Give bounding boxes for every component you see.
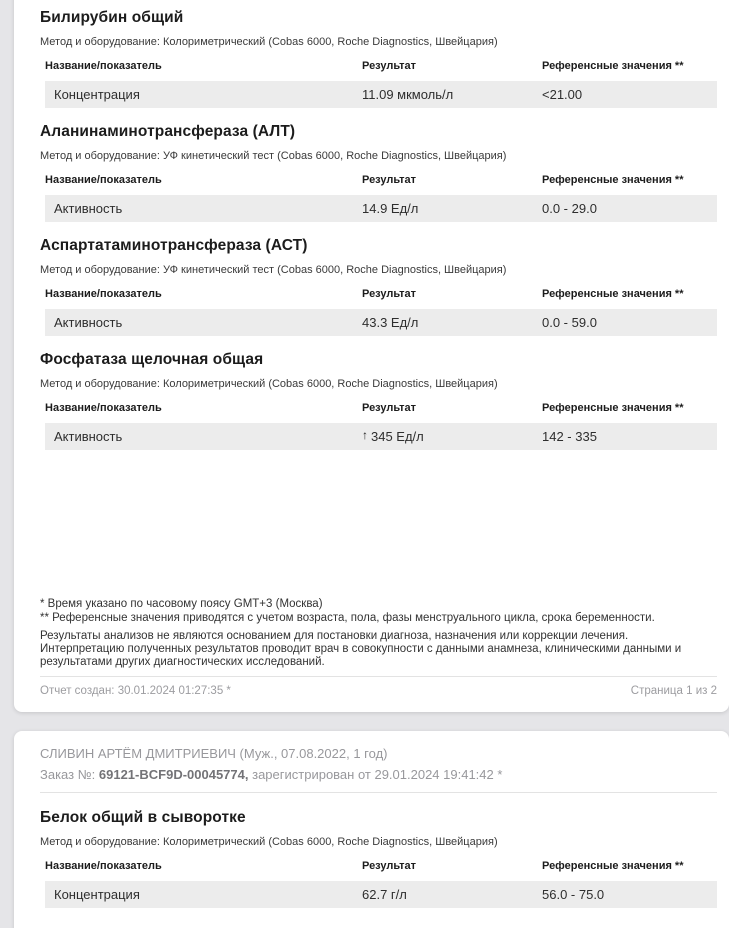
test-method: Метод и оборудование: Колориметрический (Cobas 6000, Roche Diagnostics, Швейцария) [40, 836, 498, 848]
test-section-bilirubin [40, 8, 717, 108]
patient-info: СЛИВИН АРТЁМ ДМИТРИЕВИЧ (Муж., 07.08.2022, 1 год) [40, 746, 388, 761]
row-reference: 0.0 - 59.0 [542, 315, 597, 330]
row-name: Концентрация [54, 87, 140, 102]
col-header-name: Название/показатель [45, 288, 162, 300]
table-header-row [45, 174, 717, 187]
disclaimer-text: Результаты анализов не являются основанием для постановки диагноза, назначения или коррекции лечения. Интерпретацию полученных результатов проводит врач в совокупности с данными анамнеза, клиническими данными и результатами других диагностических исследований. [40, 630, 682, 668]
row-result [362, 429, 542, 444]
order-number: 69121-BCF9D-00045774, [98, 767, 249, 782]
row-name: Концентрация [54, 887, 140, 902]
test-method: Метод и оборудование: УФ кинетический тест (Cobas 6000, Roche Diagnostics, Швейцария) [40, 264, 507, 276]
result-value: 14.9 Ед/л [362, 201, 419, 216]
test-section-alt [40, 122, 717, 222]
col-header-result: Результат [362, 60, 417, 72]
row-result [362, 887, 542, 902]
col-header-reference: Референсные значения ** [542, 174, 684, 186]
report-page-2 [14, 731, 729, 928]
row-reference: <21.00 [542, 87, 583, 102]
footnote-reference-values: ** Референсные значения приводятся с учетом возраста, пола, фазы менструального цикла, срока беременности. [40, 612, 655, 624]
table-row [45, 423, 717, 450]
col-header-name: Название/показатель [45, 860, 162, 872]
row-name: Активность [54, 201, 123, 216]
results-table [45, 860, 717, 908]
row-reference: 142 - 335 [542, 429, 597, 444]
table-row [45, 81, 717, 108]
test-title: Аспартатаминотрансфераза (АСТ) [40, 237, 308, 254]
table-header-row [45, 60, 717, 73]
result-value: 11.09 мкмоль/л [362, 87, 454, 102]
report-created-timestamp: Отчет создан: 30.01.2024 01:27:35 * [40, 685, 231, 697]
col-header-name: Название/показатель [45, 60, 162, 72]
test-title: Аланинаминотрансфераза (АЛТ) [40, 123, 296, 140]
row-name: Активность [54, 429, 123, 444]
row-result [362, 87, 542, 102]
row-reference: 56.0 - 75.0 [542, 887, 605, 902]
table-row [45, 195, 717, 222]
col-header-result: Результат [362, 402, 417, 414]
order-info [40, 766, 717, 784]
col-header-result: Результат [362, 288, 417, 300]
report-page-1 [14, 0, 729, 712]
page-number-indicator: Страница 1 из 2 [630, 685, 717, 697]
test-title: Билирубин общий [40, 9, 184, 26]
footer-divider [40, 676, 717, 677]
header-divider [40, 792, 717, 793]
test-method: Метод и оборудование: Колориметрический (Cobas 6000, Roche Diagnostics, Швейцария) [40, 36, 498, 48]
row-result [362, 201, 542, 216]
table-header-row [45, 860, 717, 873]
result-value: 43.3 Ед/л [362, 315, 419, 330]
footer-meta-row [40, 685, 717, 698]
col-header-name: Название/показатель [45, 174, 162, 186]
table-header-row [45, 402, 717, 415]
col-header-reference: Референсные значения ** [542, 860, 684, 872]
col-header-result: Результат [362, 860, 417, 872]
test-section-alkaline-phosphatase [40, 350, 717, 450]
test-title: Белок общий в сыворотке [40, 809, 246, 826]
col-header-reference: Референсные значения ** [542, 288, 684, 300]
results-table [45, 402, 717, 450]
row-result [362, 315, 542, 330]
test-method: Метод и оборудование: Колориметрический (Cobas 6000, Roche Diagnostics, Швейцария) [40, 378, 498, 390]
results-table [45, 174, 717, 222]
order-registered: зарегистрирован от 29.01.2024 19:41:42 * [248, 767, 503, 782]
footnote-timezone: * Время указано по часовому поясу GMT+3 (Москва) [40, 598, 323, 610]
order-label: Заказ №: [40, 767, 99, 782]
col-header-name: Название/показатель [45, 402, 162, 414]
test-method: Метод и оборудование: УФ кинетический тест (Cobas 6000, Roche Diagnostics, Швейцария) [40, 150, 507, 162]
row-reference: 0.0 - 29.0 [542, 201, 597, 216]
result-value: 345 Ед/л [371, 429, 424, 444]
table-header-row [45, 288, 717, 301]
row-name: Активность [54, 315, 123, 330]
test-title: Фосфатаза щелочная общая [40, 351, 264, 368]
result-value: 62.7 г/л [362, 887, 407, 902]
test-section-ast [40, 236, 717, 336]
high-flag-arrow-icon: ↑ [362, 428, 368, 442]
table-row [45, 881, 717, 908]
table-row [45, 309, 717, 336]
test-section-total-protein [40, 808, 717, 908]
results-table [45, 60, 717, 108]
page-footer [40, 597, 717, 698]
results-table [45, 288, 717, 336]
col-header-reference: Референсные значения ** [542, 60, 684, 72]
col-header-reference: Референсные значения ** [542, 402, 684, 414]
col-header-result: Результат [362, 174, 417, 186]
